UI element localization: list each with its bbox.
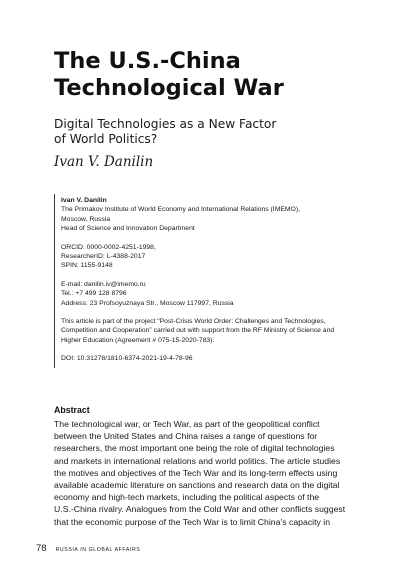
abstract-line: the motives and objectives of the Tech War and its long-term effects using	[54, 467, 338, 478]
article-subtitle-line: Digital Technologies as a New Factor	[54, 117, 277, 131]
article-author: Ivan V. Danilin	[54, 154, 154, 170]
author-contact-line: E-mail: danilin.iv@imemo.ru	[61, 280, 146, 288]
journal-name: RUSSIA IN GLOBAL AFFAIRS	[55, 547, 141, 553]
author-contact-line: Address: 23 Profsoyuznaya Str., Moscow 117997, Russia	[61, 299, 234, 307]
abstract-line: and markets in international relations and world politics. The article studies	[54, 455, 341, 466]
author-affiliation-line: Moscow, Russia	[61, 215, 111, 223]
doi-text: DOI: 10.31278/1810-6374-2021-19-4-78-96	[61, 355, 193, 363]
abstract-line: researchers, the most important one being the role of digital technologies	[54, 443, 335, 454]
page-footer	[36, 543, 140, 557]
article-title	[54, 48, 374, 102]
abstract-line: U.S.-China rivalry. Analogues from the Cold War and other conflicts suggest	[54, 504, 346, 515]
author-info-box	[54, 194, 375, 368]
article-title-line: Technological War	[54, 75, 284, 101]
author-affiliation-line: Head of Science and Innovation Department	[61, 225, 195, 233]
article-subtitle-line: of World Politics?	[54, 132, 158, 146]
abstract-line: available academic literature on sanctions and research data on the digital	[54, 480, 340, 491]
funding-note-line: Competition and Cooperation” carried out with support from the RF Ministry of Science and	[61, 327, 335, 335]
author-id-line: ORCID: 0000-0002-4251-1998,	[61, 243, 156, 251]
page-number: 78	[36, 543, 47, 554]
funding-note-line: This article is part of the project “Post-Crisis World Order: Challenges and Technologies,	[61, 318, 326, 326]
abstract-line: economy and high-tech markets, including the political aspects of the	[54, 492, 320, 503]
author-affiliation-line: The Primakov Institute of World Economy and International Relations (IMEMO),	[61, 206, 300, 214]
author-id-line: ResearcherID: L-4388-2017	[61, 253, 146, 261]
abstract-line: that the economic purpose of the Tech War is to limit China’s capacity in	[54, 516, 331, 527]
abstract-line: between the United States and China raises a range of questions for	[54, 431, 318, 442]
article-title-line: The U.S.-China	[54, 48, 241, 74]
abstract-heading: Abstract	[54, 405, 90, 415]
abstract-body	[54, 418, 360, 528]
author-contact-line: Tel.: +7 499 128 8796	[61, 290, 127, 298]
article-subtitle	[54, 117, 374, 147]
author-id-line: SPIN: 1155-9148	[61, 262, 113, 270]
funding-note-line: Higher Education (Agreement # 075-15-2020-783).	[61, 336, 215, 344]
author-info-name: Ivan V. Danilin	[61, 197, 107, 204]
abstract-line: The technological war, or Tech War, as part of the geopolitical conflict	[54, 419, 320, 429]
